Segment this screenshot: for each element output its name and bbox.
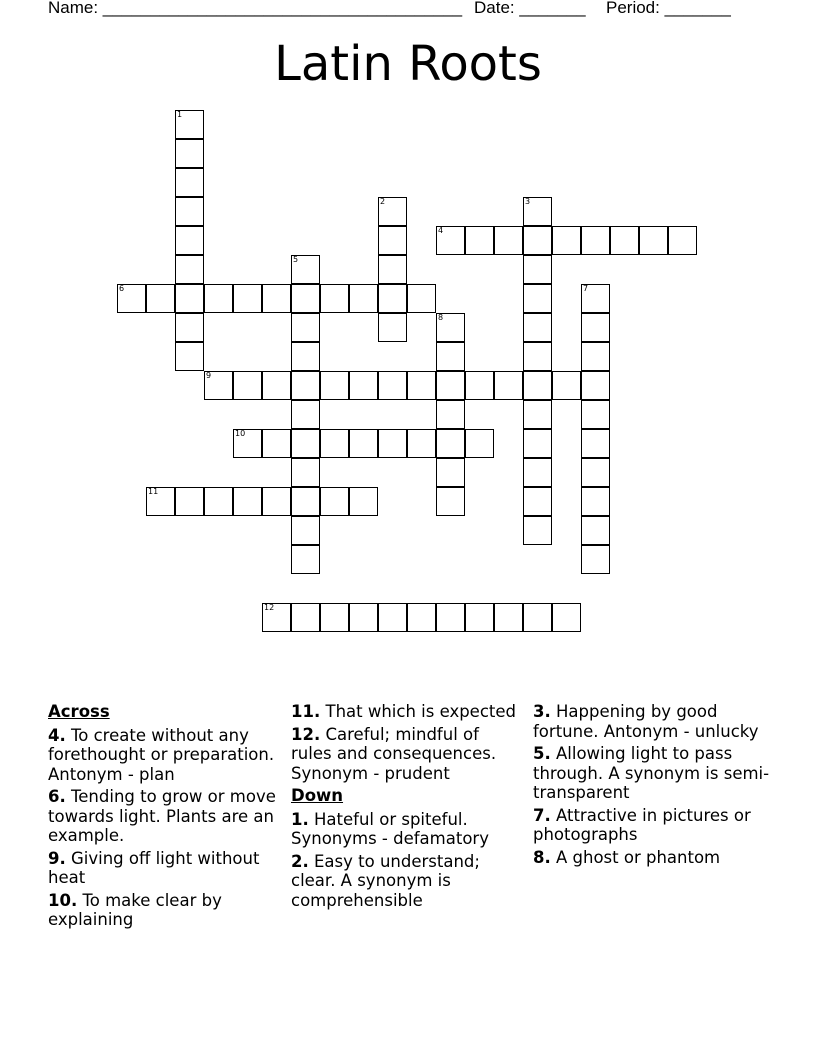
clue-text: Careful; mindful of rules and consequences. Synonym - prudent — [291, 724, 497, 783]
clue-number: 6. — [48, 787, 66, 806]
grid-cell[interactable] — [523, 429, 552, 458]
cell-number: 10 — [235, 429, 246, 438]
grid-cell[interactable] — [581, 400, 610, 429]
grid-cell[interactable] — [291, 313, 320, 342]
grid-cell[interactable] — [523, 255, 552, 284]
clue-number: 7. — [533, 805, 551, 825]
grid-cell[interactable] — [610, 226, 639, 255]
clue-text: Easy to understand; clear. A synonym is comprehensible — [291, 851, 480, 910]
clue-text: Hateful or spiteful. Synonyms - defamatory — [291, 809, 489, 848]
grid-cell[interactable] — [291, 284, 320, 313]
clue-text: Allowing light to pass through. A synonym is semi-transparent — [533, 744, 770, 802]
cell-number: 12 — [264, 603, 275, 612]
period-field-label: Period: _______ — [606, 0, 731, 17]
grid-cell[interactable] — [378, 371, 407, 400]
grid-cell[interactable] — [291, 255, 320, 284]
grid-cell[interactable] — [407, 603, 436, 632]
grid-cell[interactable] — [523, 284, 552, 313]
grid-cell[interactable] — [523, 516, 552, 545]
grid-cell[interactable] — [639, 226, 668, 255]
grid-cell[interactable] — [378, 197, 407, 226]
clue-across-11 — [291, 702, 523, 722]
grid-cell[interactable] — [436, 371, 465, 400]
grid-cell[interactable] — [262, 487, 291, 516]
grid-cell[interactable] — [204, 371, 233, 400]
clue-text: Attractive in pictures or photographs — [533, 805, 751, 844]
grid-cell[interactable] — [262, 603, 291, 632]
cell-number: 4 — [438, 226, 444, 235]
grid-cell[interactable] — [175, 487, 204, 516]
grid-cell[interactable] — [233, 371, 262, 400]
grid-cell[interactable] — [494, 371, 523, 400]
clue-down-5 — [533, 744, 773, 803]
grid-cell[interactable] — [349, 284, 378, 313]
across-heading: Across — [48, 702, 110, 721]
grid-cell[interactable] — [175, 197, 204, 226]
grid-cell[interactable] — [465, 371, 494, 400]
grid-cell[interactable] — [175, 313, 204, 342]
grid-cell[interactable] — [233, 487, 262, 516]
grid-cell[interactable] — [523, 197, 552, 226]
grid-cell[interactable] — [175, 226, 204, 255]
grid-cell[interactable] — [407, 429, 436, 458]
clue-number: 5. — [533, 744, 551, 763]
grid-cell[interactable] — [204, 487, 233, 516]
grid-cell[interactable] — [523, 400, 552, 429]
clue-down-8 — [533, 848, 773, 868]
cell-number: 1 — [177, 110, 183, 119]
grid-cell[interactable] — [436, 342, 465, 371]
clue-number: 8. — [533, 847, 551, 867]
date-field-label: Date: _______ — [474, 0, 586, 17]
grid-cell[interactable] — [581, 371, 610, 400]
grid-cell[interactable] — [262, 429, 291, 458]
grid-cell[interactable] — [233, 429, 262, 458]
grid-cell[interactable] — [581, 226, 610, 255]
grid-cell[interactable] — [349, 429, 378, 458]
clue-number: 9. — [48, 848, 66, 868]
grid-cell[interactable] — [175, 168, 204, 197]
cell-number: 11 — [148, 487, 159, 496]
grid-cell[interactable] — [291, 400, 320, 429]
grid-cell[interactable] — [523, 226, 552, 255]
grid-cell[interactable] — [581, 342, 610, 371]
grid-cell[interactable] — [291, 603, 320, 632]
grid-cell[interactable] — [523, 371, 552, 400]
clue-text: That which is expected — [325, 702, 516, 721]
grid-cell[interactable] — [175, 255, 204, 284]
grid-cell[interactable] — [436, 429, 465, 458]
grid-cell[interactable] — [494, 603, 523, 632]
clue-number: 3. — [533, 702, 551, 721]
clue-number: 11. — [291, 702, 321, 721]
grid-cell[interactable] — [378, 226, 407, 255]
grid-cell[interactable] — [494, 226, 523, 255]
grid-cell[interactable] — [175, 139, 204, 168]
grid-cell[interactable] — [291, 458, 320, 487]
grid-cell[interactable] — [523, 487, 552, 516]
clue-text: To create without any forethought or preparation. Antonym - plan — [48, 725, 275, 784]
clue-across-9 — [48, 849, 280, 888]
down-heading: Down — [291, 786, 344, 805]
grid-cell[interactable] — [349, 371, 378, 400]
grid-cell[interactable] — [233, 284, 262, 313]
grid-cell[interactable] — [581, 429, 610, 458]
grid-cell[interactable] — [581, 516, 610, 545]
grid-cell[interactable] — [291, 545, 320, 574]
grid-cell[interactable] — [320, 371, 349, 400]
grid-cell[interactable] — [436, 458, 465, 487]
grid-cell[interactable] — [436, 313, 465, 342]
cell-number: 5 — [293, 255, 299, 264]
clue-down-7 — [533, 806, 773, 845]
grid-cell[interactable] — [175, 342, 204, 371]
grid-cell[interactable] — [552, 371, 581, 400]
grid-cell[interactable] — [523, 313, 552, 342]
cell-number: 2 — [380, 197, 386, 206]
grid-cell[interactable] — [407, 284, 436, 313]
grid-cell[interactable] — [291, 516, 320, 545]
grid-cell[interactable] — [349, 487, 378, 516]
cell-number: 8 — [438, 313, 444, 322]
grid-cell[interactable] — [552, 603, 581, 632]
grid-cell[interactable] — [291, 487, 320, 516]
grid-cell[interactable] — [146, 284, 175, 313]
cell-number: 3 — [525, 197, 531, 206]
clue-number: 2. — [291, 851, 309, 871]
grid-cell[interactable] — [291, 371, 320, 400]
clue-number: 12. — [291, 724, 321, 744]
name-field-label: Name: ______________________________________ — [48, 0, 463, 17]
clue-down-1 — [291, 810, 523, 849]
grid-cell[interactable] — [436, 603, 465, 632]
grid-cell[interactable] — [378, 603, 407, 632]
clue-text: Tending to grow or move towards light. Plants are an example. — [48, 787, 276, 845]
grid-cell[interactable] — [349, 603, 378, 632]
grid-cell[interactable] — [320, 487, 349, 516]
clue-text: Happening by good fortune. Antonym - unlucky — [533, 702, 759, 741]
clue-column-3 — [533, 702, 773, 870]
grid-cell[interactable] — [407, 371, 436, 400]
grid-cell[interactable] — [465, 603, 494, 632]
clue-across-10 — [48, 891, 280, 930]
clue-text: Giving off light without heat — [48, 848, 260, 887]
grid-cell[interactable] — [291, 342, 320, 371]
grid-cell[interactable] — [552, 226, 581, 255]
grid-cell[interactable] — [668, 226, 697, 255]
grid-cell[interactable] — [117, 284, 146, 313]
grid-cell[interactable] — [523, 342, 552, 371]
grid-cell[interactable] — [581, 458, 610, 487]
grid-cell[interactable] — [262, 371, 291, 400]
clue-number: 1. — [291, 809, 309, 829]
grid-cell[interactable] — [291, 429, 320, 458]
grid-cell[interactable] — [436, 226, 465, 255]
clue-number: 10. — [48, 890, 78, 910]
grid-cell[interactable] — [436, 487, 465, 516]
grid-cell[interactable] — [320, 284, 349, 313]
grid-cell[interactable] — [581, 487, 610, 516]
grid-cell[interactable] — [523, 603, 552, 632]
clue-across-12 — [291, 725, 523, 784]
grid-cell[interactable] — [378, 255, 407, 284]
clue-column-1 — [48, 702, 280, 933]
cell-number: 7 — [583, 284, 589, 293]
grid-cell[interactable] — [523, 458, 552, 487]
clue-number: 4. — [48, 725, 66, 745]
clue-across-4 — [48, 726, 280, 785]
grid-cell[interactable] — [378, 429, 407, 458]
grid-cell[interactable] — [581, 545, 610, 574]
grid-cell[interactable] — [436, 400, 465, 429]
grid-cell[interactable] — [262, 284, 291, 313]
grid-cell[interactable] — [175, 110, 204, 139]
grid-cell[interactable] — [465, 429, 494, 458]
grid-cell[interactable] — [581, 284, 610, 313]
page-title: Latin Roots — [274, 36, 542, 92]
clue-across-6 — [48, 787, 280, 846]
clue-down-2 — [291, 852, 523, 911]
clue-text: A ghost or phantom — [556, 847, 721, 867]
clue-down-3 — [533, 702, 773, 741]
clue-text: To make clear by explaining — [48, 890, 222, 929]
grid-cell[interactable] — [204, 284, 233, 313]
grid-cell[interactable] — [320, 603, 349, 632]
grid-cell[interactable] — [465, 226, 494, 255]
cell-number: 6 — [119, 284, 125, 293]
grid-cell[interactable] — [378, 284, 407, 313]
clue-column-2 — [291, 702, 523, 913]
grid-cell[interactable] — [146, 487, 175, 516]
grid-cell[interactable] — [320, 429, 349, 458]
cell-number: 9 — [206, 371, 212, 380]
grid-cell[interactable] — [175, 284, 204, 313]
grid-cell[interactable] — [581, 313, 610, 342]
grid-cell[interactable] — [378, 313, 407, 342]
